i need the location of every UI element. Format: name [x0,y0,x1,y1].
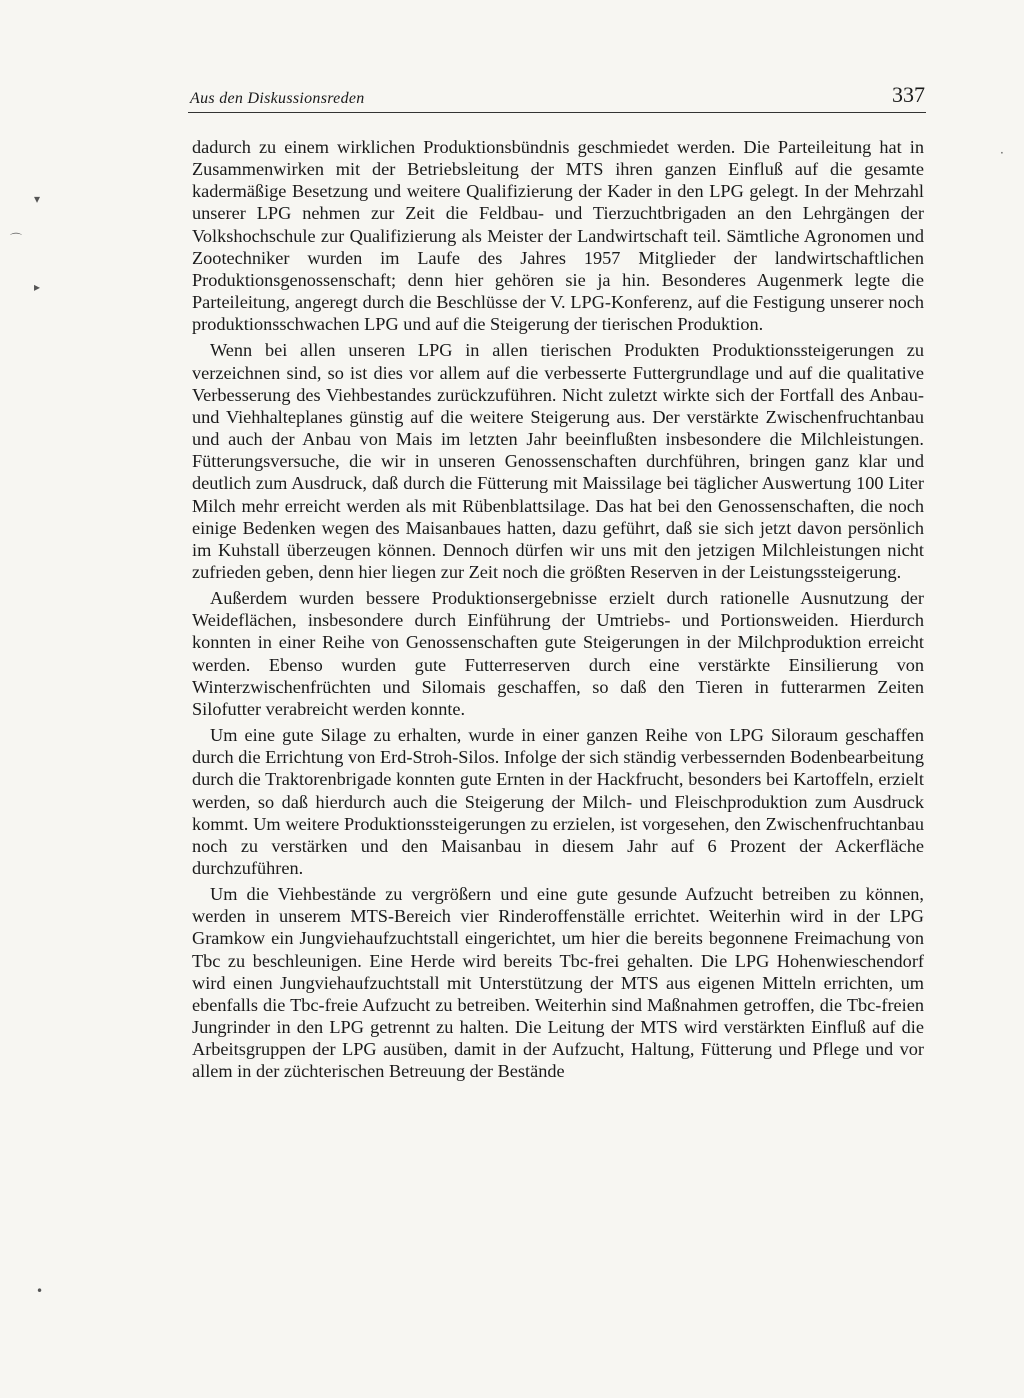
scan-speck: • [36,1284,44,1298]
paragraph: Um die Viehbestände zu vergrößern und eine gute gesunde Aufzucht betreiben zu können, werden in unserem MTS-Bereich vier Rinderoffenställe errichtet. Weiterhin wird in der LPG Gramkow ein Jungviehaufzuchtstall eingerichtet, um hier die bereits begonnene Freimachung von Tbc zu beschleunigen. Eine Herde wird bereits Tbc-frei gehalten. Die LPG Hohenwieschendorf wird einen Jungviehaufzuchtstall mit Unterstützung der MTS aus eigenen Mitteln errichten, um ebenfalls die Tbc-freie Aufzucht zu betreiben. Weiterhin sind Maßnahmen getroffen, die Tbc-freien Jungrinder in den LPG getrennt zu halten. Die Leitung der MTS wird verstärkten Einfluß auf die Arbeitsgruppen der LPG ausüben, damit in der Aufzucht, Haltung, Fütterung und Pflege und vor allem in der züchterischen Betreuung der Bestände [192,884,924,1082]
running-title: Aus den Diskussionsreden [190,90,365,107]
paragraph: Außerdem wurden bessere Produktionsergebnisse erzielt durch rationelle Ausnutzung der Weideflächen, insbesondere durch Einführung der Umtriebs- und Portionsweiden. Hierdurch konnten in einer Reihe von Genossenschaften gute Steigerungen in der Milchproduktion erreicht werden. Ebenso wurden gute Futterreserven durch eine verstärkte Einsilierung von Winterzwischenfrüchten und Silomais geschaffen, so daß den Tieren in futterarmen Zeiten Silofutter verabreicht werden konnte. [192,588,924,719]
paragraph: dadurch zu einem wirklichen Produktionsbündnis geschmiedet werden. Die Parteileitung hat in Zusammenwirken mit der Betriebsleitung der MTS ihren ganzen Einfluß auf die gesamte kadermäßige Besetzung und weitere Qualifizierung der Kader in den LPG gelegt. In der Mehrzahl unserer LPG nehmen zur Zeit die Feldbau- und Tierzuchtbrigaden an den Lehrgängen der Volkshochschule zur Qualifizierung als Meister der Landwirtschaft teil. Sämtliche Agronomen und Zootechniker wurden im Laufe des Jahres 1957 Mitglieder der landwirtschaftlichen Produktionsgenossenschaft; denn hier gehören sie ja hin. Besonderes Augenmerk legte die Parteileitung, angeregt durch die Beschlüsse der V. LPG-Konferenz, auf die Festigung unserer noch produktionsschwachen LPG und auf die Steigerung der tierischen Produktion. [192,137,924,335]
paragraph: Wenn bei allen unseren LPG in allen tierischen Produkten Produktionssteigerungen zu verzeichnen sind, so ist dies vor allem auf die verbesserte Futtergrundlage und auf die qualitative Verbesserung des Viehbestandes zurückzuführen. Nicht zuletzt wirkte sich der Fortfall des Anbau- und Viehhalteplanes günstig auf die weitere Steigerung aus. Der verstärkte Zwischenfruchtanbau und auch der Anbau von Mais im letzten Jahr beeinflußten insbesondere die Milchleistungen. Fütterungsversuche, die wir in unseren Genossenschaften durchführen, bringen ganz klar und deutlich zum Ausdruck, daß durch die Fütterung mit Maissilage bei täglicher Auswertung 100 Liter Milch mehr erreicht werden als mit Rübenblattsilage. Das hat bei den Genossenschaften, die noch einige Bedenken wegen des Maisanbaues hatten, dazu geführt, daß sie sich jetzt davon persönlich im Kuhstall überzeugen können. Dennoch dürfen wir uns mit den jetzigen Milchleistungen nicht zufrieden geben, denn hier liegen zur Zeit noch die größten Reserven in der Leistungssteigerung. [192,340,924,582]
scan-speck: ▸ [34,280,41,294]
page-number: 337 [892,82,925,107]
scan-speck: ▾ [34,192,41,206]
header-rule [188,112,926,113]
scan-speck: ⌒ [10,232,23,246]
body-text [192,136,924,1083]
paragraph: Um eine gute Silage zu erhalten, wurde in einer ganzen Reihe von LPG Siloraum geschaffen durch die Errichtung von Erd-Stroh-Silos. Infolge der sich ständig verbessernden Bodenbearbeitung durch die Traktorenbrigade konnten gute Ernten in der Hackfrucht, besonders bei Kartoffeln, erzielt werden, so daß hierdurch auch die Steigerung der Milch- und Fleischproduktion zum Ausdruck kommt. Um weitere Produktionssteigerungen zu erzielen, ist vorgesehen, den Zwischenfruchtanbau noch zu verstärken und den Maisanbau in diesem Jahr auf 6 Prozent der Ackerfläche durchzuführen. [192,725,924,878]
scan-speck: · [1000,146,1004,160]
